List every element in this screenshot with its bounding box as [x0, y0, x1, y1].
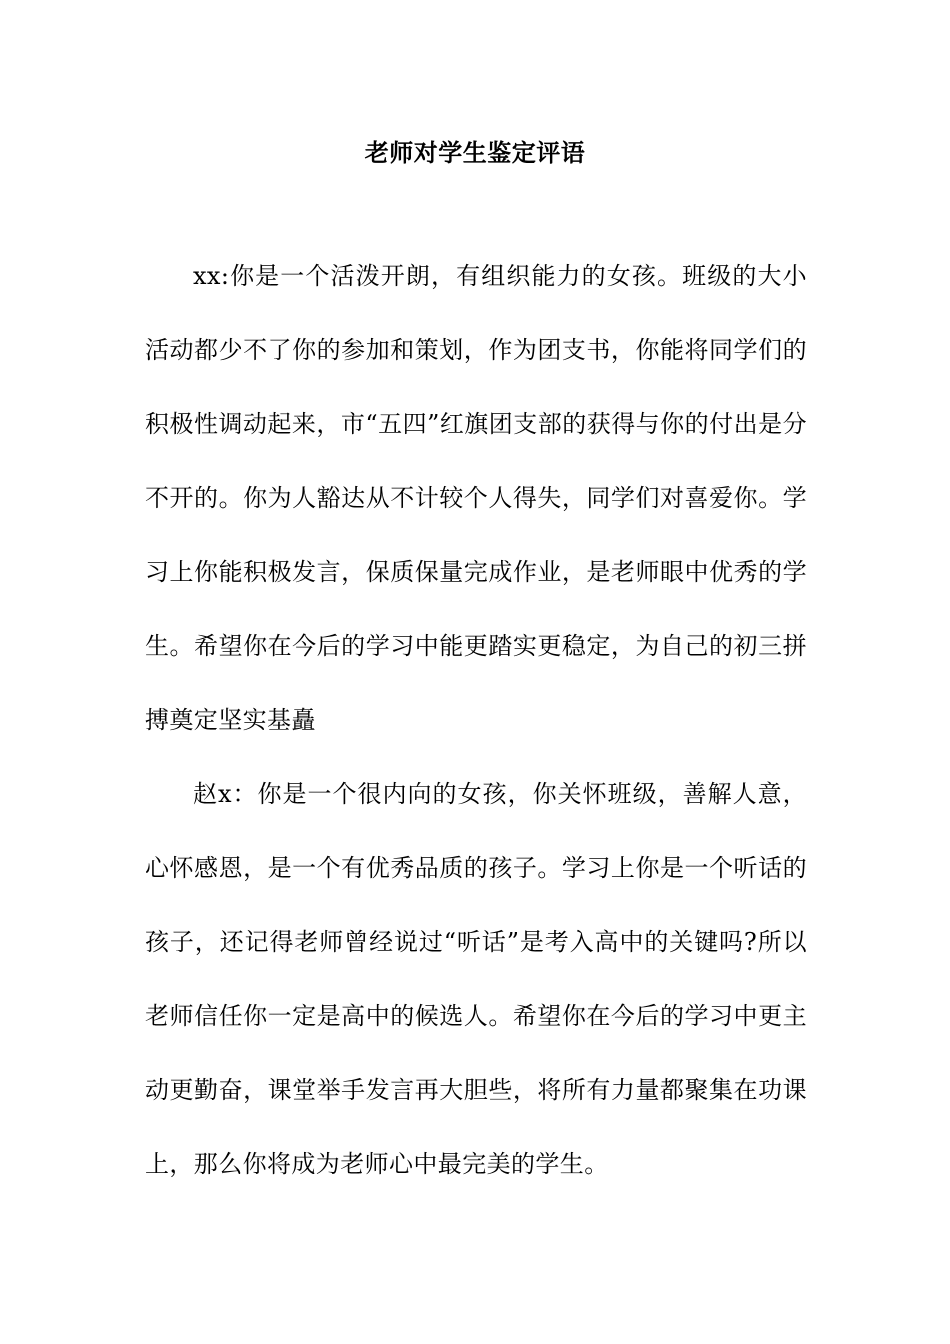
document-body	[145, 239, 807, 1201]
document-title: 老师对学生鉴定评语	[364, 138, 586, 167]
comment-paragraph-1: xx:你是一个活泼开朗，有组织能力的女孩。班级的大小活动都少不了你的参加和策划，作为团支书，你能将同学们的积极性调动起来，市“五四”红旗团支部的获得与你的付出是分不开的。你为人豁达从不计较个人得失，同学们对喜爱你。学习上你能积极发言，保质保量完成作业，是老师眼中优秀的学生。希望你在今后的学习中能更踏实更稳定，为自己的初三拼搏奠定坚实基矗	[145, 262, 807, 734]
comment-paragraph-2: 赵x：你是一个很内向的女孩，你关怀班级，善解人意，心怀感恩，是一个有优秀品质的孩子。学习上你是一个听话的孩子，还记得老师曾经说过“听话”是考入高中的关键吗?所以老师信任你一定是高中的候选人。希望你在今后的学习中更主动更勤奋，课堂举手发言再大胆些，将所有力量都聚集在功课上，那么你将成为老师心中最完美的学生。	[145, 780, 807, 1178]
